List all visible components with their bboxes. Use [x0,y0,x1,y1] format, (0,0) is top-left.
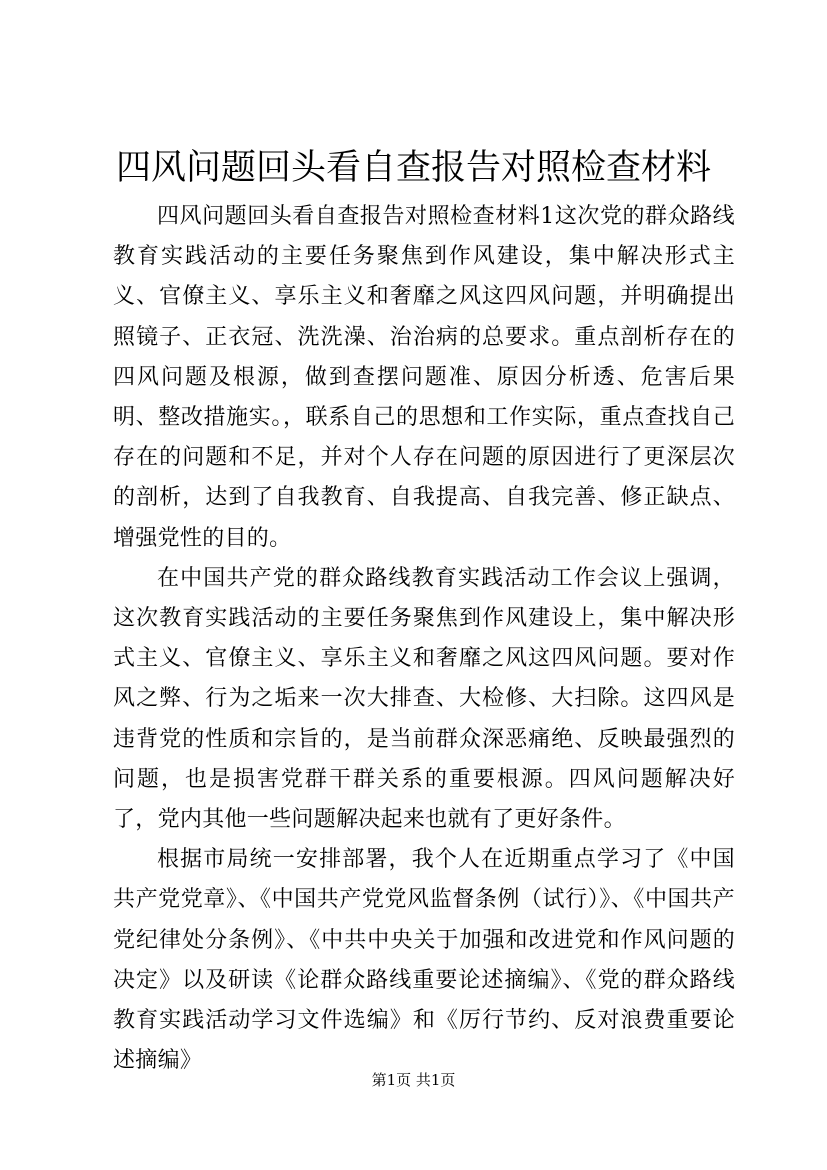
paragraph-3: 根据市局统一安排部署，我个人在近期重点学习了《中国共产党党章》、《中国共产党党风监督条例（试行）》、《中国共产党纪律处分条例》、《中共中央关于加强和改进党和作风问题的决定》以及研读《论群众路线重要论述摘编》、《党的群众路线教育实践活动学习文件选编》和《厉行节约、反对浪费重要论述摘编》 [113,847,735,1074]
page-footer: 第1页 共1页 [371,1071,456,1089]
paragraph-2: 在中国共产党的群众路线教育实践活动工作会议上强调，这次教育实践活动的主要任务聚焦到作风建设上，集中解决形式主义、官僚主义、享乐主义和奢靡之风这四风问题。要对作风之弊、行为之垢来一次大排查、大检修、大扫除。这四风是违背党的性质和宗旨的，是当前群众深恶痛绝、反映最强烈的问题，也是损害党群干群关系的重要根源。四风问题解决好了，党内其他一些问题解决起来也就有了更好条件。 [113,565,735,833]
document-body [113,197,735,1081]
paragraph-1: 四风问题回头看自查报告对照检查材料1这次党的群众路线教育实践活动的主要任务聚焦到作风建设，集中解决形式主义、官僚主义、享乐主义和奢靡之风这四风问题，并明确提出照镜子、正衣冠、洗洗澡、治治病的总要求。重点剖析存在的四风问题及根源，做到查摆问题准、原因分析透、危害后果明、整改措施实。，联系自己的思想和工作实际，重点查找自己存在的问题和不足，并对个人存在问题的原因进行了更深层次的剖析，达到了自我教育、自我提高、自我完善、修正缺点、增强党性的目的。 [113,204,735,551]
document-title: 四风问题回头看自查报告对照检查材料 [115,148,711,188]
